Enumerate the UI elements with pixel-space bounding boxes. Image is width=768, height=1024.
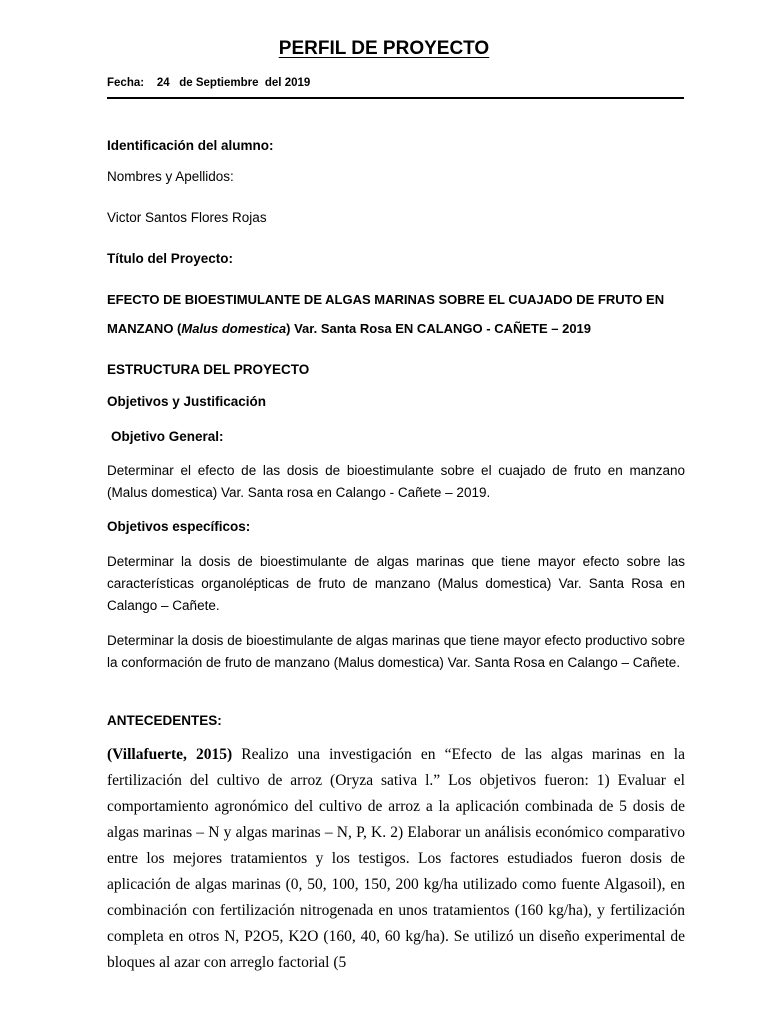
project-title-heading: Título del Proyecto: xyxy=(107,251,234,266)
project-title xyxy=(107,285,685,343)
antecedentes-heading: ANTECEDENTES: xyxy=(107,713,222,728)
date-day: 24 xyxy=(156,77,170,89)
general-objective-text: Determinar el efecto de las dosis de bioestimulante sobre el cuajado de fruto en manzano (Malus domestica) Var. Santa rosa en Calango - Cañete – 2019. xyxy=(107,463,685,500)
student-name: Victor Santos Flores Rojas xyxy=(107,210,267,225)
project-title-part2: ) Var. Santa Rosa EN CALANGO - CAÑETE – 2019 xyxy=(286,321,592,336)
specific-objectives-heading: Objetivos específicos: xyxy=(107,519,251,534)
antecedentes-text: Realizo una investigación en “Efecto de las algas marinas en la fertilización del cultivo de arroz (Oryza sativa l.” Los objetivos fueron: 1) Evaluar el comportamiento agronómico del cultivo de arroz a la aplicación combinada de 5 dosis de algas marinas – N y algas marinas – N, P, K. 2) Elaborar un análisis económico comparativo entre los mejores tratamientos y los testigos. Los factores estudiados fueron dosis de aplicación de algas marinas (0, 50, 100, 150, 200 kg/ha utilizado como fuente Algasoil), en combinación con fertilización nitrogenada en unos tratamientos (160 kg/ha), y fertilización completa en otros N, P2O5, K2O (160, 40, 60 kg/ha). Se utilizó un diseño experimental de bloques al azar con arreglo factorial (5 xyxy=(107,746,685,971)
specific-objective-1: Determinar la dosis de bioestimulante de algas marinas que tiene mayor efecto sobre las características organolépticas de fruto de manzano (Malus domestica) Var. Santa Rosa en Calango – Cañete. xyxy=(107,554,685,613)
structure-heading: ESTRUCTURA DEL PROYECTO xyxy=(107,362,310,377)
document-title: PERFIL DE PROYECTO xyxy=(278,38,490,59)
date-rest: de Septiembre del 2019 xyxy=(179,77,311,89)
project-title-species: Malus domestica xyxy=(181,321,287,336)
names-label: Nombres y Apellidos: xyxy=(107,169,234,184)
student-heading: Identificación del alumno: xyxy=(107,138,274,153)
date-line xyxy=(107,77,310,89)
project-title-part1: EFECTO DE BIOESTIMULANTE DE ALGAS MARINAS SOBRE EL CUAJADO DE FRUTO EN MANZANO ( xyxy=(107,292,665,336)
specific-objective-2: Determinar la dosis de bioestimulante de algas marinas que tiene mayor efecto productivo sobre la conformación de fruto de manzano (Malus domestica) Var. Santa Rosa en Calango – Cañete. xyxy=(107,633,685,670)
objectives-justification-heading: Objetivos y Justificación xyxy=(107,394,267,409)
date-label: Fecha: xyxy=(107,77,145,89)
antecedentes-citation: (Villafuerte, 2015) xyxy=(107,746,233,763)
header-divider xyxy=(107,97,684,99)
antecedentes-paragraph xyxy=(107,742,685,976)
general-objective-heading: Objetivo General: xyxy=(111,429,224,444)
